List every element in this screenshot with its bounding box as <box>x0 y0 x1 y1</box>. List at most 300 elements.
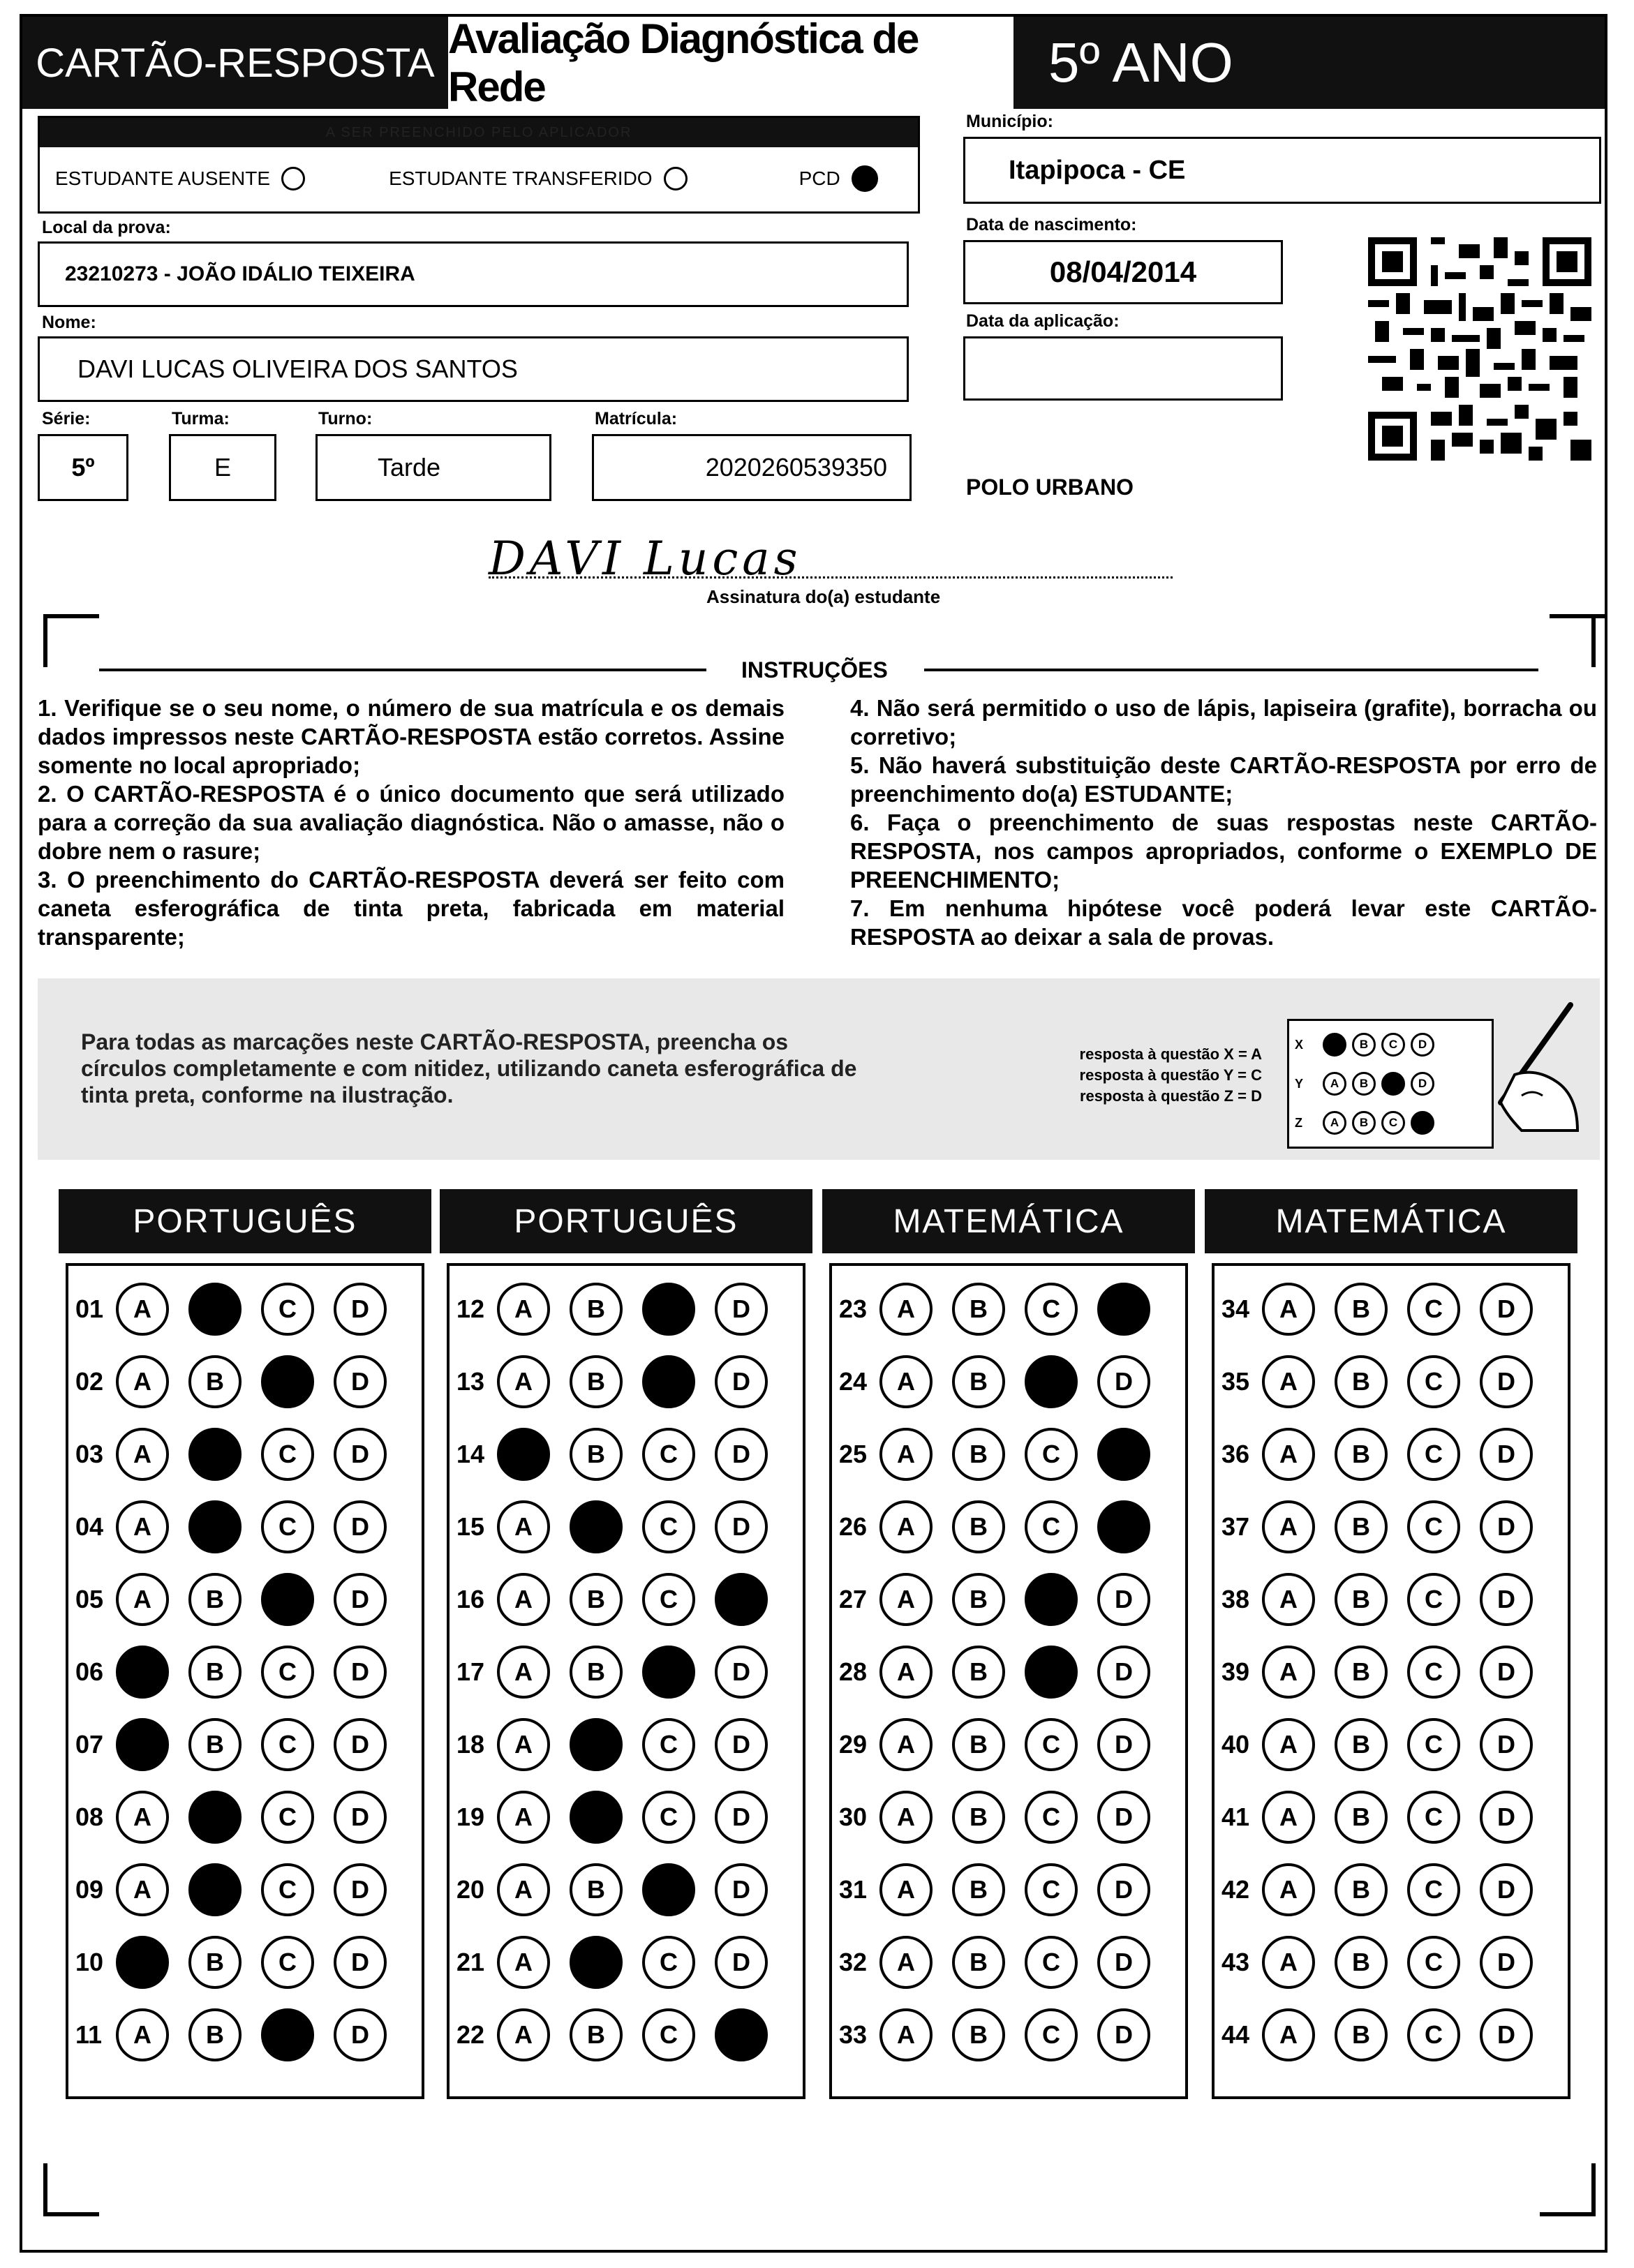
answer-bubble-b[interactable] <box>188 1863 242 1916</box>
example-bubble: A <box>1323 1111 1346 1135</box>
answer-bubble-a[interactable]: A <box>879 1646 933 1699</box>
example-bubble: D <box>1411 1033 1434 1057</box>
answer-bubble-d[interactable] <box>1097 1500 1150 1553</box>
example-grid <box>1287 1019 1494 1149</box>
answer-bubble-a[interactable] <box>497 1428 550 1481</box>
answer-bubble-c[interactable] <box>1025 1355 1078 1408</box>
example-row-label: Z <box>1295 1115 1302 1130</box>
exam-title-box <box>448 17 1013 109</box>
answer-bubble-a[interactable]: A <box>116 1500 169 1553</box>
answer-bubble-d[interactable]: D <box>1097 1355 1150 1408</box>
subject-header <box>59 1189 431 1253</box>
instructions-rule-left <box>99 669 706 671</box>
matricula-label: Matrícula: <box>595 409 678 428</box>
answer-bubble-c[interactable]: C <box>1407 1283 1460 1336</box>
question-number: 32 <box>839 1948 868 1976</box>
answer-bubble-b[interactable]: B <box>952 1355 1005 1408</box>
answer-bubble-b[interactable] <box>188 1791 242 1844</box>
answer-bubble-d[interactable]: D <box>1097 1791 1150 1844</box>
answer-bubble-c[interactable]: C <box>1025 1428 1078 1481</box>
answer-bubble-c[interactable]: C <box>261 1718 314 1771</box>
applicator-title-bar <box>40 118 918 147</box>
answer-bubble-b[interactable]: B <box>1335 1791 1388 1844</box>
aplicacao-label: Data da aplicação: <box>966 311 1120 331</box>
answer-bubble-d[interactable]: D <box>1097 1936 1150 1989</box>
question-row <box>839 1936 1170 1989</box>
answer-bubble-d[interactable]: D <box>1480 1573 1533 1626</box>
answer-bubble-b[interactable]: B <box>1335 2008 1388 2061</box>
turma-value: E <box>214 453 231 482</box>
answer-bubble-b[interactable]: B <box>188 1573 242 1626</box>
question-number: 15 <box>456 1512 485 1541</box>
absent-label: ESTUDANTE AUSENTE <box>55 167 271 189</box>
question-number: 29 <box>839 1730 868 1759</box>
transferred-checkbox[interactable] <box>664 167 688 191</box>
example-row-label: X <box>1295 1037 1304 1052</box>
question-row <box>839 1863 1170 1916</box>
answer-bubble-d[interactable]: D <box>1480 1355 1533 1408</box>
answer-bubble-b[interactable]: B <box>952 1573 1005 1626</box>
subject-title: MATEMÁTICA <box>893 1202 1124 1240</box>
answer-bubble-a[interactable]: A <box>116 2008 169 2061</box>
answer-bubble-a[interactable]: A <box>879 1936 933 1989</box>
subject-header <box>440 1189 812 1253</box>
answer-bubble-c[interactable]: C <box>1407 1936 1460 1989</box>
question-number: 11 <box>75 2020 103 2049</box>
answer-bubble-b[interactable]: B <box>188 1646 242 1699</box>
answer-bubble-d[interactable]: D <box>1480 1863 1533 1916</box>
answer-bubble-a[interactable]: A <box>497 1573 550 1626</box>
answer-bubble-a[interactable]: A <box>497 1791 550 1844</box>
instruction-item: 1. Verifique se o seu nome, o número de sua matrícula e os demais dados impressos neste CARTÃO-RESPOSTA estão corretos. Assine somente no local apropriado; <box>38 695 785 778</box>
example-line: resposta à questão Y = C <box>1079 1066 1262 1084</box>
municipio-field <box>963 137 1601 204</box>
answer-bubble-d[interactable]: D <box>715 1500 768 1553</box>
question-number: 13 <box>456 1367 485 1396</box>
question-row <box>839 1500 1170 1553</box>
corner-mark-top-right-v <box>1591 614 1596 667</box>
answer-bubble-c[interactable] <box>642 1646 695 1699</box>
answer-bubble-c[interactable]: C <box>1025 1718 1078 1771</box>
question-number: 20 <box>456 1875 485 1904</box>
answer-bubble-a[interactable]: A <box>1262 1355 1315 1408</box>
instructions-rule-right <box>924 669 1538 671</box>
answer-bubble-c[interactable] <box>642 1283 695 1336</box>
instruction-item: 3. O preenchimento do CARTÃO-RESPOSTA deverá ser feito com caneta esferográfica de tinta preta, fabricada em material transparente; <box>38 867 785 950</box>
answer-bubble-b[interactable]: B <box>952 1718 1005 1771</box>
answer-bubble-b[interactable]: B <box>188 2008 242 2061</box>
answer-bubble-d[interactable]: D <box>1480 1646 1533 1699</box>
answer-bubble-a[interactable]: A <box>497 1863 550 1916</box>
answer-bubble-a[interactable]: A <box>1262 1791 1315 1844</box>
answer-bubble-a[interactable]: A <box>1262 1646 1315 1699</box>
answer-bubble-c[interactable]: C <box>1407 2008 1460 2061</box>
corner-mark-top-left-v <box>43 614 47 667</box>
answer-bubble-c[interactable] <box>261 2008 314 2061</box>
example-bubble: D <box>1411 1072 1434 1096</box>
question-number: 39 <box>1221 1657 1250 1686</box>
answer-bubble-a[interactable]: A <box>116 1863 169 1916</box>
card-label: CARTÃO-RESPOSTA <box>36 40 435 86</box>
answer-bubble-a[interactable]: A <box>879 1355 933 1408</box>
example-bubble <box>1411 1111 1434 1135</box>
answer-bubble-b[interactable]: B <box>1335 1718 1388 1771</box>
answer-bubble-d[interactable]: D <box>1097 2008 1150 2061</box>
answer-bubble-b[interactable]: B <box>570 1428 623 1481</box>
answer-bubble-d[interactable]: D <box>334 2008 387 2061</box>
answer-bubble-d[interactable]: D <box>334 1500 387 1553</box>
instructions-right <box>850 694 1597 951</box>
answer-bubble-b[interactable]: B <box>570 1573 623 1626</box>
answer-bubble-b[interactable]: B <box>1335 1936 1388 1989</box>
question-row <box>75 1573 406 1626</box>
question-row <box>456 1573 787 1626</box>
card-label-box <box>22 17 448 109</box>
answer-bubble-c[interactable]: C <box>1025 1283 1078 1336</box>
answer-bubble-a[interactable] <box>116 1936 169 1989</box>
answer-bubble-a[interactable]: A <box>116 1573 169 1626</box>
question-number: 19 <box>456 1803 485 1831</box>
question-row <box>75 1646 406 1699</box>
answer-bubble-d[interactable]: D <box>715 1355 768 1408</box>
answer-bubble-d[interactable]: D <box>715 1428 768 1481</box>
example-row <box>1295 1064 1486 1103</box>
question-number: 37 <box>1221 1512 1250 1541</box>
answer-bubble-d[interactable]: D <box>334 1791 387 1844</box>
question-number: 12 <box>456 1295 485 1323</box>
answer-bubble-b[interactable]: B <box>952 1646 1005 1699</box>
answer-bubble-c[interactable]: C <box>1407 1718 1460 1771</box>
name-field <box>38 336 909 402</box>
answer-bubble-d[interactable]: D <box>1097 1863 1150 1916</box>
answer-bubble-b[interactable]: B <box>952 1863 1005 1916</box>
answer-bubble-b[interactable]: B <box>1335 1428 1388 1481</box>
answer-bubble-c[interactable] <box>261 1355 314 1408</box>
answer-bubble-b[interactable]: B <box>952 1500 1005 1553</box>
answer-bubble-c[interactable]: C <box>261 1936 314 1989</box>
question-row <box>839 1573 1170 1626</box>
question-row <box>75 1718 406 1771</box>
answer-bubble-a[interactable]: A <box>1262 1863 1315 1916</box>
answer-bubble-b[interactable] <box>570 1718 623 1771</box>
question-number: 24 <box>839 1367 868 1396</box>
example-bubble <box>1323 1033 1346 1057</box>
question-number: 25 <box>839 1440 868 1468</box>
answer-bubble-a[interactable]: A <box>879 1428 933 1481</box>
answer-bubble-c[interactable]: C <box>1025 2008 1078 2061</box>
subject-title: PORTUGUÊS <box>133 1202 357 1240</box>
answer-bubble-b[interactable]: B <box>1335 1863 1388 1916</box>
question-row <box>456 1428 787 1481</box>
answer-bubble-d[interactable]: D <box>715 1718 768 1771</box>
answer-bubble-c[interactable]: C <box>261 1791 314 1844</box>
answer-bubble-a[interactable]: A <box>497 1936 550 1989</box>
subject-title: PORTUGUÊS <box>514 1202 738 1240</box>
answer-bubble-b[interactable]: B <box>1335 1500 1388 1553</box>
example-text: Para todas as marcações neste CARTÃO-RESPOSTA, preencha os círculos completamente e com nitidez, utilizando caneta esferográfica de tinta preta, conforme na ilustração. <box>81 1029 857 1107</box>
answer-bubble-c[interactable]: C <box>1025 1936 1078 1989</box>
answer-bubble-c[interactable]: C <box>1407 1646 1460 1699</box>
pcd-label: PCD <box>799 167 840 189</box>
answer-bubble-c[interactable]: C <box>261 1428 314 1481</box>
answer-bubble-b[interactable] <box>188 1283 242 1336</box>
question-row <box>75 1283 406 1336</box>
question-number: 35 <box>1221 1367 1250 1396</box>
answer-bubble-c[interactable]: C <box>642 1718 695 1771</box>
answer-bubble-a[interactable]: A <box>116 1791 169 1844</box>
question-number: 36 <box>1221 1440 1250 1468</box>
answer-bubble-a[interactable]: A <box>879 1863 933 1916</box>
question-row <box>839 1718 1170 1771</box>
grade-title-box <box>1013 17 1605 109</box>
answer-bubble-a[interactable]: A <box>1262 1428 1315 1481</box>
question-row <box>1221 1936 1552 1989</box>
answer-bubble-d[interactable]: D <box>1480 1718 1533 1771</box>
applicator-title: A SER PREENCHIDO PELO APLICADOR <box>325 124 632 140</box>
question-number: 34 <box>1221 1295 1250 1323</box>
answer-bubble-d[interactable]: D <box>1480 1791 1533 1844</box>
answer-bubble-c[interactable]: C <box>261 1863 314 1916</box>
answer-bubble-d[interactable] <box>715 1573 768 1626</box>
answer-bubble-b[interactable]: B <box>952 1283 1005 1336</box>
local-value: 23210273 - JOÃO IDÁLIO TEIXEIRA <box>65 262 415 285</box>
answer-bubble-d[interactable]: D <box>334 1936 387 1989</box>
answer-bubble-c[interactable]: C <box>642 1573 695 1626</box>
question-number: 43 <box>1221 1948 1250 1976</box>
answer-bubble-a[interactable]: A <box>116 1428 169 1481</box>
answer-bubble-a[interactable] <box>116 1718 169 1771</box>
answer-bubble-a[interactable]: A <box>116 1283 169 1336</box>
question-row <box>839 2008 1170 2061</box>
answer-bubble-d[interactable]: D <box>334 1573 387 1626</box>
answer-bubble-d[interactable]: D <box>1097 1646 1150 1699</box>
answer-bubble-b[interactable]: B <box>1335 1355 1388 1408</box>
answer-bubble-b[interactable]: B <box>570 1355 623 1408</box>
answer-bubble-c[interactable]: C <box>1025 1500 1078 1553</box>
question-row <box>1221 1863 1552 1916</box>
answer-bubble-d[interactable]: D <box>334 1863 387 1916</box>
question-row <box>1221 1355 1552 1408</box>
question-number: 31 <box>839 1875 868 1904</box>
question-row <box>839 1355 1170 1408</box>
answer-bubble-b[interactable] <box>570 1936 623 1989</box>
answer-bubble-c[interactable]: C <box>642 1500 695 1553</box>
answer-bubble-d[interactable]: D <box>715 1791 768 1844</box>
turno-label: Turno: <box>318 409 373 428</box>
question-row <box>1221 1500 1552 1553</box>
question-row <box>75 1355 406 1408</box>
matricula-field <box>592 434 912 501</box>
aplicacao-field[interactable] <box>963 336 1283 401</box>
example-line: resposta à questão X = A <box>1079 1045 1262 1063</box>
answer-bubble-d[interactable]: D <box>1480 1936 1533 1989</box>
example-lines <box>1032 1044 1262 1107</box>
answer-bubble-a[interactable]: A <box>879 1718 933 1771</box>
instructions-left <box>38 694 785 951</box>
corner-mark-bottom-right-v <box>1591 2163 1596 2216</box>
subject-header <box>1205 1189 1577 1253</box>
answer-bubble-d[interactable]: D <box>715 1863 768 1916</box>
answer-bubble-a[interactable]: A <box>1262 1500 1315 1553</box>
serie-field <box>38 434 128 501</box>
pcd-checkbox[interactable] <box>852 165 878 192</box>
example-bubble: C <box>1381 1033 1405 1057</box>
question-row <box>1221 1283 1552 1336</box>
question-number: 04 <box>75 1512 104 1541</box>
answer-bubble-d[interactable] <box>1097 1428 1150 1481</box>
answer-bubble-c[interactable] <box>1025 1573 1078 1626</box>
polo-label: POLO URBANO <box>966 475 1134 500</box>
question-number: 41 <box>1221 1803 1250 1831</box>
question-number: 44 <box>1221 2020 1250 2049</box>
answer-bubble-a[interactable]: A <box>1262 1283 1315 1336</box>
question-row <box>1221 1428 1552 1481</box>
serie-label: Série: <box>42 409 91 428</box>
answer-bubble-b[interactable]: B <box>1335 1573 1388 1626</box>
signature-value: DAVI Lucas <box>489 532 802 585</box>
question-row <box>456 1500 787 1553</box>
answer-bubble-c[interactable]: C <box>1025 1863 1078 1916</box>
answer-bubble-b[interactable]: B <box>570 2008 623 2061</box>
answer-bubble-c[interactable]: C <box>1407 1355 1460 1408</box>
answer-bubble-c[interactable] <box>1025 1646 1078 1699</box>
answer-bubble-d[interactable]: D <box>1480 1500 1533 1553</box>
question-number: 07 <box>75 1730 104 1759</box>
answer-bubble-d[interactable]: D <box>715 1283 768 1336</box>
answer-bubble-a[interactable]: A <box>1262 1573 1315 1626</box>
answer-bubble-c[interactable] <box>642 1863 695 1916</box>
answer-bubble-d[interactable] <box>715 2008 768 2061</box>
answer-bubble-c[interactable]: C <box>1407 1500 1460 1553</box>
question-row <box>456 1936 787 1989</box>
turma-label: Turma: <box>172 409 230 428</box>
question-row <box>1221 1791 1552 1844</box>
instruction-item: 7. Em nenhuma hipótese você poderá levar este CARTÃO-RESPOSTA ao deixar a sala de provas. <box>850 895 1597 950</box>
answer-bubble-b[interactable]: B <box>952 1936 1005 1989</box>
turno-field <box>315 434 551 501</box>
answer-bubble-c[interactable]: C <box>642 2008 695 2061</box>
answer-bubble-b[interactable] <box>188 1428 242 1481</box>
answer-bubble-c[interactable]: C <box>261 1283 314 1336</box>
answer-bubble-d[interactable]: D <box>1480 1428 1533 1481</box>
answer-bubble-a[interactable]: A <box>1262 1936 1315 1989</box>
answer-bubble-b[interactable]: B <box>188 1718 242 1771</box>
answer-bubble-d[interactable]: D <box>715 1646 768 1699</box>
answer-bubble-a[interactable]: A <box>879 2008 933 2061</box>
serie-value: 5º <box>71 453 95 482</box>
subject-title: MATEMÁTICA <box>1275 1202 1507 1240</box>
municipio-value: Itapipoca - CE <box>1009 155 1186 185</box>
answer-bubble-d[interactable]: D <box>334 1646 387 1699</box>
question-number: 14 <box>456 1440 485 1468</box>
answer-bubble-c[interactable] <box>642 1355 695 1408</box>
answer-bubble-a[interactable]: A <box>497 1355 550 1408</box>
question-row <box>75 1500 406 1553</box>
question-number: 17 <box>456 1657 485 1686</box>
question-row <box>1221 1573 1552 1626</box>
answer-bubble-d[interactable]: D <box>334 1283 387 1336</box>
answer-bubble-b[interactable]: B <box>1335 1283 1388 1336</box>
answer-bubble-d[interactable]: D <box>1480 2008 1533 2061</box>
matricula-value: 2020260539350 <box>705 453 887 482</box>
question-row <box>456 1283 787 1336</box>
answer-bubble-a[interactable]: A <box>116 1355 169 1408</box>
answer-bubble-c[interactable]: C <box>1407 1791 1460 1844</box>
answer-bubble-b[interactable]: B <box>570 1646 623 1699</box>
answer-bubble-b[interactable]: B <box>952 1428 1005 1481</box>
answer-bubble-a[interactable]: A <box>497 1718 550 1771</box>
answer-bubble-c[interactable]: C <box>642 1428 695 1481</box>
turno-value: Tarde <box>378 453 441 482</box>
answer-bubble-c[interactable]: C <box>1025 1791 1078 1844</box>
answer-bubble-a[interactable]: A <box>497 1646 550 1699</box>
answer-bubble-a[interactable]: A <box>1262 2008 1315 2061</box>
question-row <box>456 1791 787 1844</box>
exam-title: Avaliação Diagnóstica de Rede <box>448 15 919 110</box>
example-bubble: A <box>1323 1072 1346 1096</box>
answer-bubble-a[interactable] <box>116 1646 169 1699</box>
answer-bubble-c[interactable]: C <box>1407 1428 1460 1481</box>
nascimento-value: 08/04/2014 <box>1049 255 1197 288</box>
nascimento-label: Data de nascimento: <box>966 215 1137 234</box>
answer-bubble-a[interactable]: A <box>497 2008 550 2061</box>
local-field <box>38 241 909 307</box>
answer-bubble-a[interactable]: A <box>879 1791 933 1844</box>
answer-bubble-a[interactable]: A <box>879 1500 933 1553</box>
answer-bubble-d[interactable]: D <box>334 1428 387 1481</box>
answer-bubble-b[interactable]: B <box>952 2008 1005 2061</box>
corner-mark-bottom-left-v <box>43 2163 47 2216</box>
answer-bubble-b[interactable]: B <box>188 1355 242 1408</box>
answer-bubble-c[interactable]: C <box>261 1500 314 1553</box>
absent-checkbox[interactable] <box>281 167 305 191</box>
answer-bubble-c[interactable]: C <box>261 1646 314 1699</box>
answer-bubble-a[interactable]: A <box>497 1500 550 1553</box>
answer-bubble-d[interactable]: D <box>1097 1718 1150 1771</box>
answer-bubble-d[interactable]: D <box>1480 1283 1533 1336</box>
example-line: resposta à questão Z = D <box>1079 1087 1262 1105</box>
answer-bubble-c[interactable]: C <box>642 1791 695 1844</box>
corner-mark-top-left-h <box>43 614 99 618</box>
answer-bubble-a[interactable]: A <box>497 1283 550 1336</box>
question-number: 18 <box>456 1730 485 1759</box>
answer-bubble-a[interactable]: A <box>879 1283 933 1336</box>
answer-bubble-b[interactable]: B <box>1335 1646 1388 1699</box>
answer-bubble-d[interactable]: D <box>1097 1573 1150 1626</box>
question-row <box>1221 1646 1552 1699</box>
answer-bubble-c[interactable] <box>261 1573 314 1626</box>
signature-label: Assinatura do(a) estudante <box>706 586 941 607</box>
answer-bubble-c[interactable]: C <box>642 1936 695 1989</box>
answer-bubble-b[interactable] <box>570 1791 623 1844</box>
answer-bubble-b[interactable]: B <box>570 1863 623 1916</box>
answer-bubble-b[interactable] <box>570 1500 623 1553</box>
answer-bubble-d[interactable] <box>1097 1283 1150 1336</box>
question-row <box>456 1355 787 1408</box>
answer-bubble-d[interactable]: D <box>715 1936 768 1989</box>
answer-bubble-c[interactable]: C <box>1407 1573 1460 1626</box>
answer-bubble-a[interactable]: A <box>1262 1718 1315 1771</box>
answer-bubble-a[interactable]: A <box>879 1573 933 1626</box>
instruction-item: 2. O CARTÃO-RESPOSTA é o único documento que será utilizado para a correção da sua avaliação diagnóstica. Não o amasse, não o dobre nem o rasure; <box>38 781 785 864</box>
answer-bubble-b[interactable]: B <box>952 1791 1005 1844</box>
answer-bubble-b[interactable]: B <box>570 1283 623 1336</box>
answer-bubble-d[interactable]: D <box>334 1718 387 1771</box>
answer-bubble-c[interactable]: C <box>1407 1863 1460 1916</box>
answer-bubble-b[interactable]: B <box>188 1936 242 1989</box>
answer-bubble-d[interactable]: D <box>334 1355 387 1408</box>
answer-bubble-b[interactable] <box>188 1500 242 1553</box>
